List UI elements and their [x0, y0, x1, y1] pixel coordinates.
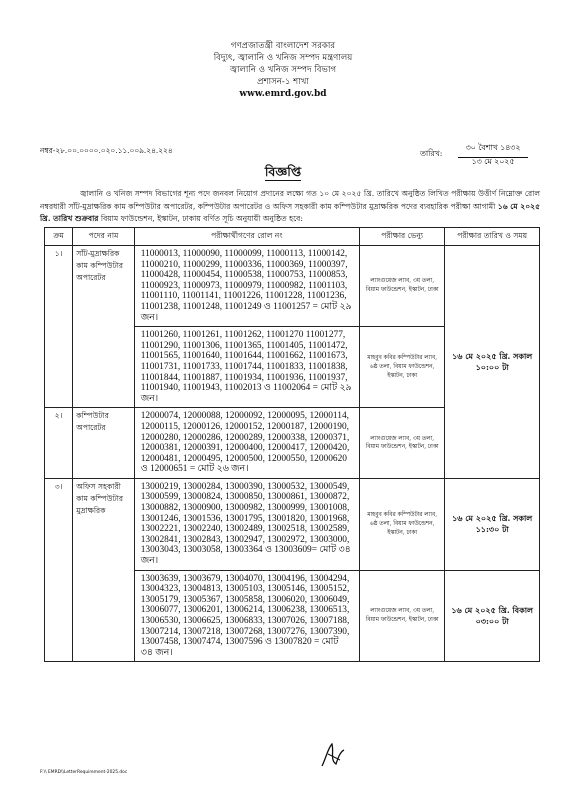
serial-cell: ১। [45, 246, 73, 408]
col-serial: ক্রম [45, 228, 73, 246]
col-post: পদের নাম [73, 228, 134, 246]
post-cell: সাঁট-মুদ্রাক্ষরিক কাম কম্পিউটার অপারেটর [73, 246, 134, 408]
date-english: ১৩ মে ২০২৫ [471, 157, 515, 166]
col-datetime: পরীক্ষার তারিখ ও সময় [445, 228, 540, 246]
serial-cell: ২। [45, 408, 73, 479]
venue-cell: ল্যাংগুয়েজ ল্যাব, ৩য় তলা, বিয়াম ফাউন্ডেশন, ইস্কাটন, ঢাকা [359, 570, 444, 662]
post-cell: কম্পিউটার অপারেটর [73, 408, 134, 479]
datetime-cell: ১৬ মে ২০২৫ খ্রি. সকাল ১০:০০ টা [445, 246, 540, 479]
col-venue: পরীক্ষার ভেন্যু [359, 228, 444, 246]
intro-paragraph: জ্বালানি ও খনিজ সম্পদ বিভাগের শূন্য পদে জনবল নিয়োগ প্রদানের লক্ষ্যে গত ১০ মে ২০২৫ খ্রি. তারিখে অনুষ্ঠিত লিখিত পরীক্ষায় উত্তীর্ণ নিম্নোক্ত রোল নম্বরধারী সাঁট-মুদ্রাক্ষরিক কাম কম্পিউটার অপারেটর, কম্পিউটার অপারেটর ও অফিস সহকারী কাম কম্পিউটার মুদ্রাক্ষরিক পদের ব্যবহারিক পরীক্ষা আগামী ১৬ মে ২০২৫ খ্রি. তারিখ শুক্রবার বিয়াম ফাউন্ডেশন, ইস্কাটন, ঢাকায় বর্ণিত সূচি অনুযায়ী অনুষ্ঠিত হবে: [40, 189, 540, 224]
file-path: F:\\ EMRD\\LetterRequirement-2025.doc [40, 770, 128, 775]
rolls-cell: 11001260, 11001261, 11001262, 11001270 11001277, 11001290, 11001306, 11001365, 11001405, 11001472, 11001565, 11001640, 11001644, 11001662, 11001673, 11001731, 11001733, 11001744, 11001833, 11001838, 11001844, 11001887, 11001934, 11001936, 11001937, 11001940, 11001943, 11002013 ও 11002064 = মোট ২৯ জন। [134, 327, 359, 408]
division-name: জ্বালানি ও খনিজ সম্পদ বিভাগ [229, 65, 337, 75]
venue-cell: মাহবুব কবির কম্পিউটার ল্যাব, ৬ষ্ঠ তলা, বিয়াম ফাউন্ডেশন, ইস্কাটন, ঢাকা [359, 327, 444, 408]
date-bangla: ৩০ বৈশাখ ১৪৩২ [458, 142, 528, 158]
datetime-cell: ১৬ মে ২০২৫ খ্রি. বিকাল ০৩:০০ টা [445, 570, 540, 662]
venue-cell: ল্যাংগুয়েজ ল্যাব, ৩য় তলা, বিয়াম ফাউন্ডেশন, ইস্কাটন, ঢাকা [359, 246, 444, 327]
rolls-cell: 13003639, 13003679, 13004070, 13004196, 13004294, 13004323, 13004813, 13005103, 13005146, 13005152, 13005179, 13005367, 13005858, 13006020, 13006049, 13006077, 13006201, 13006214, 13006238, 13006513, 13006530, 13006625, 13006833, 13007026, 13007188, 13007214, 13007218, 13007268, 13007276, 13007390, 13007458, 13007474, 13007596 ও 13007820 = মোট ৩৪ জন। [134, 570, 359, 662]
table-header-row [45, 228, 540, 246]
date-label: তারিখ: [420, 149, 443, 158]
rolls-cell: 13000219, 13000284, 13000390, 13000532, 13000549, 13000599, 13000824, 13000850, 13000861, 13000872, 13000882, 13000900, 13000982, 13000999, 13001008, 13001246, 13001536, 13001795, 13001820, 13001968, 13002221, 13002240, 13002489, 13002518, 13002589, 13002841, 13002843, 13002947, 13002972, 13003000, 13003043, 13003058, 13003364 ও 13003609= মোট ৩৪ জন। [134, 478, 359, 570]
memo-number: নম্বর-২৮.০০.০০০০.০২০.১১.০০৯.২৪.২২৪ [40, 146, 173, 155]
notice-title: বিজ্ঞপ্তি [264, 164, 302, 179]
signature-image [318, 740, 348, 774]
table-row [45, 246, 540, 327]
serial-cell: ৩। [45, 478, 73, 662]
col-rolls: পরীক্ষার্থীগণের রোল নং [134, 228, 359, 246]
govt-name: গণপ্রজাতন্ত্রী বাংলাদেশ সরকার [230, 41, 336, 51]
website-link[interactable]: www.emrd.gov.bd [239, 89, 327, 99]
rolls-cell: 12000074, 12000088, 12000092, 12000095, 12000114, 12000115, 12000126, 12000152, 12000187, 12000190, 12000280, 12000286, 12000289, 12000338, 12000371, 12000381, 12000391, 12000400, 12000417, 12000420, 12000481, 12000495, 12000500, 12000550, 12000620 ও 12000651 = মোট ২৬ জন। [134, 408, 359, 479]
rolls-cell: 11000013, 11000090, 11000099, 11000113, 11000142, 11000210, 11000299, 11000336, 11000369, 11000397, 11000428, 11000454, 11000538, 11000753, 11000853, 11000923, 11000973, 11000979, 11000982, 11001103, 11001110, 11001141, 11001226, 11001228, 11001236, 11001238, 11001248, 11001249 ও 11001257 = মোট ২৯ জন। [134, 246, 359, 327]
ministry-name: বিদ্যুৎ, জ্বালানি ও খনিজ সম্পদ মন্ত্রণালয় [213, 53, 353, 63]
datetime-cell: ১৬ মে ২০২৫ খ্রি. সকাল ১১:৩০ টা [445, 478, 540, 570]
post-cell: অফিস সহকারী কাম কম্পিউটার মুদ্রাক্ষরিক [73, 478, 134, 662]
letterhead [0, 40, 566, 100]
venue-cell: মাহবুব কবির কম্পিউটার ল্যাব, ৬ষ্ঠ তলা, বিয়াম ফাউন্ডেশন, ইস্কাটন, ঢাকা [359, 478, 444, 570]
schedule-table [44, 227, 540, 662]
venue-cell: ল্যাংগুয়েজ ল্যাব, ৩য় তলা, বিয়াম ফাউন্ডেশন, ইস্কাটন, ঢাকা [359, 408, 444, 479]
branch-name: প্রশাসন-১ শাখা [257, 77, 309, 87]
table-row [45, 478, 540, 570]
